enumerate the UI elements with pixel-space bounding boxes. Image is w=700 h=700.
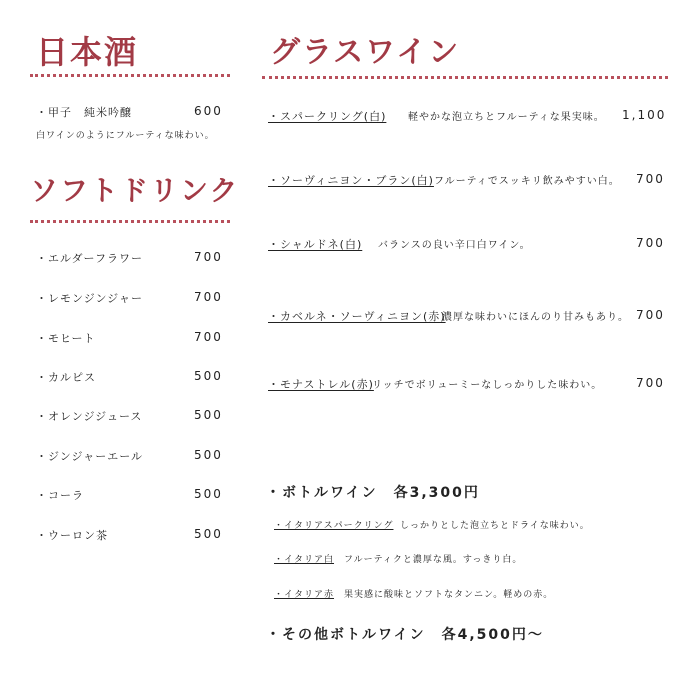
glass-item-desc: バランスの良い辛口白ワイン。: [378, 240, 531, 251]
soft-item-price: 700: [194, 330, 223, 344]
soft-item-name: ・カルピス: [36, 371, 96, 384]
bottle-other: ・その他ボトルワイン 各4,500円〜: [266, 627, 544, 643]
soft-item-price: 700: [194, 290, 223, 304]
glass-item-name: ・シャルドネ(白): [268, 238, 363, 251]
sake-item-price: 600: [194, 104, 223, 118]
soft-item-price: 500: [194, 369, 223, 383]
bottle-heading: ・ボトルワイン 各3,300円: [266, 485, 480, 501]
bottle-item-desc: フルーティクと濃厚な風。すっきり白。: [344, 555, 523, 565]
glass-item-price: 700: [636, 376, 665, 390]
soft-item-name: ・コーラ: [36, 489, 84, 502]
glass-title: グラスワイン: [270, 35, 461, 70]
sake-item-name: ・甲子 純米吟醸: [36, 106, 132, 119]
soft-divider: [30, 220, 230, 223]
bottle-item-desc: しっかりとした泡立ちとドライな味わい。: [400, 521, 590, 531]
soft-title: ソフトドリンク: [30, 174, 240, 207]
soft-item-price: 500: [194, 408, 223, 422]
glass-item-name: ・モナストレル(赤): [268, 378, 374, 391]
glass-item-name: ・ソーヴィニヨン・ブラン(白): [268, 174, 434, 187]
glass-item-name: ・カベルネ・ソーヴィニヨン(赤): [268, 310, 446, 323]
glass-item-price: 700: [636, 172, 665, 186]
sake-item-desc: 白ワインのようにフルーティな味わい。: [36, 131, 215, 141]
soft-item-name: ・エルダーフラワー: [36, 252, 144, 265]
glass-item-price: 700: [636, 308, 665, 322]
soft-item-price: 500: [194, 527, 223, 541]
glass-divider: [262, 76, 668, 79]
soft-item-name: ・ジンジャーエール: [36, 450, 144, 463]
soft-item-price: 700: [194, 250, 223, 264]
sake-divider: [30, 74, 230, 77]
soft-item-name: ・ウーロン茶: [36, 529, 108, 542]
glass-item-name: ・スパークリング(白): [268, 110, 387, 123]
soft-item-name: ・オレンジジュース: [36, 410, 143, 423]
glass-item-desc: リッチでボリューミーなしっかりした味わい。: [372, 380, 603, 391]
soft-item-price: 500: [194, 487, 223, 501]
bottle-item-name: ・イタリアスパークリング: [274, 521, 394, 531]
sake-title: 日本酒: [36, 33, 139, 71]
soft-item-name: ・レモンジンジャー: [36, 292, 143, 305]
soft-item-price: 500: [194, 448, 223, 462]
glass-item-desc: 軽やかな泡立ちとフルーティな果実味。: [408, 112, 605, 123]
bottle-item-name: ・イタリア白: [274, 555, 335, 565]
glass-item-price: 1,100: [622, 108, 667, 122]
bottle-item-desc: 果実感に酸味とソフトなタンニン。軽めの赤。: [344, 590, 554, 600]
glass-item-price: 700: [636, 236, 665, 250]
glass-item-desc: 濃厚な味わいにほんのり甘みもあり。: [442, 312, 629, 323]
glass-item-desc: フルーティでスッキリ飲みやすい白。: [434, 176, 620, 187]
bottle-item-name: ・イタリア赤: [274, 590, 335, 600]
soft-item-name: ・モヒート: [36, 332, 96, 345]
